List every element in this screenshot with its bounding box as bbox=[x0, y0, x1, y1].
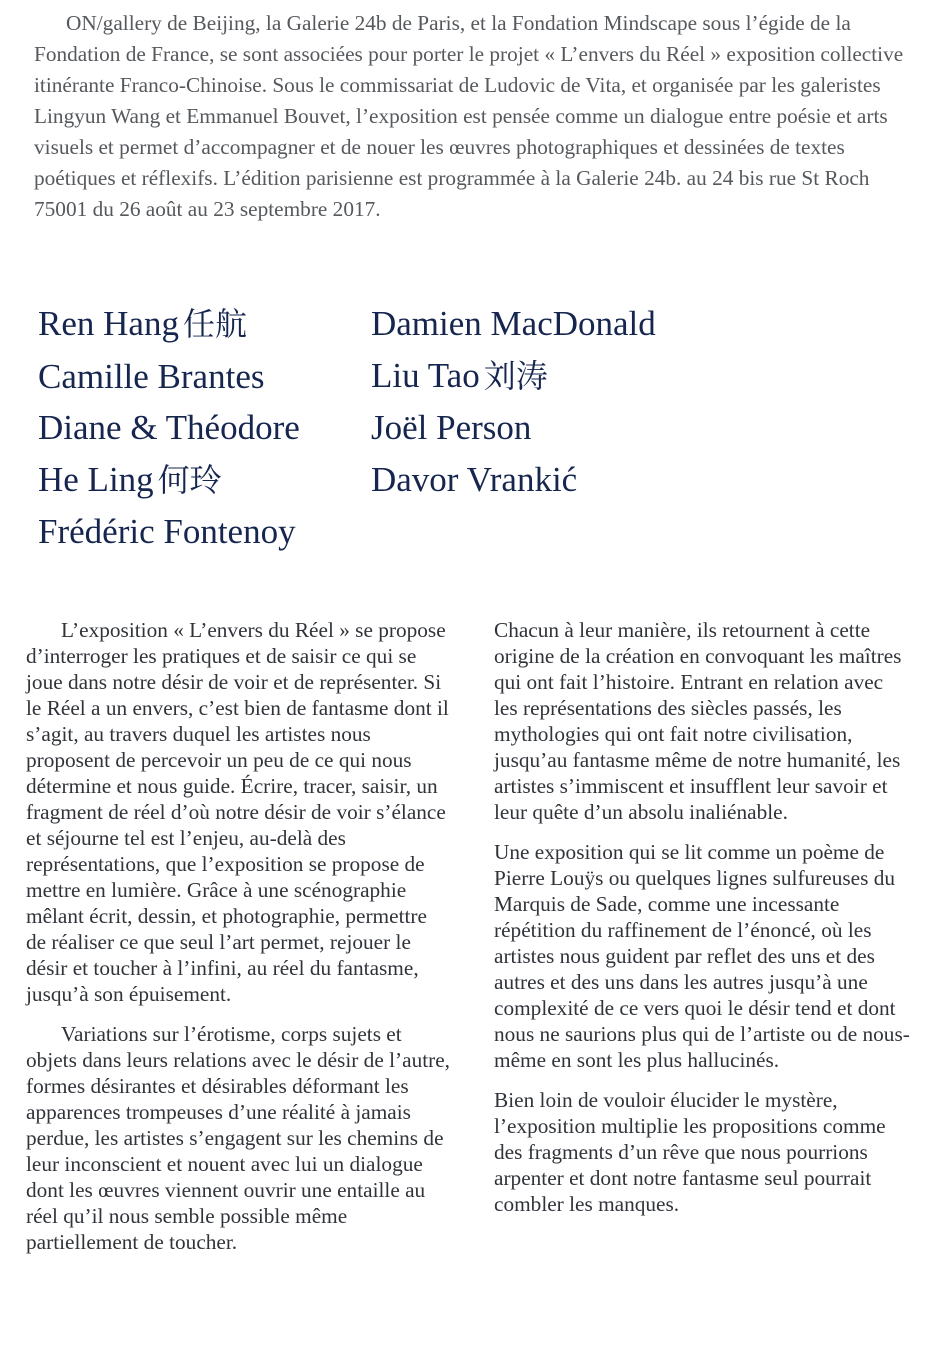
body-paragraph: Bien loin de vouloir élucider le mystère, l’exposition multiplie les propositions comme des fragments d’un rêve que nous pourrions arpenter et dont notre fantasme seul pourrait combler les manques. bbox=[494, 1088, 886, 1216]
artist-name bbox=[371, 454, 656, 506]
artist-latin-name: Ren Hang bbox=[38, 304, 179, 343]
artist-name bbox=[371, 298, 656, 350]
artist-latin-name: He Ling bbox=[38, 459, 154, 499]
body-paragraph: L’exposition « L’envers du Réel » se propose d’interroger les pratiques et de saisir ce qui se joue dans notre désir de voir et de représenter. Si le Réel a un envers, c’est bien de fantasme dont il s’agit, au travers duquel les artistes nous proposent de percevoir un peu de ce qui nous détermine et nous guide. Écrire, tracer, saisir, un fragment de réel d’où notre désir de voir s’élance et séjourne tel est l’enjeu, au-delà des représentations, que l’exposition se propose de mettre en lumière. Grâce à une scénographie mêlant écrit, dessin, et photographie, permettre de réaliser ce que seul l’art permet, rejouer le désir et toucher à l’infini, au réel du fantasme, jusqu’à son épuisement. bbox=[26, 618, 449, 1006]
body-paragraph: Variations sur l’érotisme, corps sujets et objets dans leurs relations avec le désir de l’autre, formes désirantes et désirables déformant les apparences trompeuses d’une réalité à jamais perdue, les artistes s’engagent sur les chemins de leur inconscient et nouent avec lui un dialogue dont les œuvres viennent ouvrir une entaille au réel qu’il nous semble possible même partiellement de toucher. bbox=[26, 1022, 451, 1254]
artist-name bbox=[371, 350, 656, 403]
intro-paragraph: ON/gallery de Beijing, la Galerie 24b de Paris, et la Fondation Mindscape sous l’égide de la Fondation de France, se sont associées pour porter le projet « L’envers du Réel » exposition collective itinérante Franco-Chinoise. Sous le commissariat de Ludovic de Vita, et organisée par les galeristes Lingyun Wang et Emmanuel Bouvet, l’exposition est pensée comme un dialogue entre poésie et arts visuels et permet d’accompagner et de nouer les œuvres photographiques et dessinées de textes poétiques et réflexifs. L’édition parisienne est programmée à la Galerie 24b. au 24 bis rue St Roch 75001 du 26 août au 23 septembre 2017. bbox=[34, 11, 904, 221]
text-column-right bbox=[494, 617, 912, 1217]
artist-name bbox=[371, 402, 656, 454]
artist-latin-name: Liu Tao bbox=[371, 355, 480, 395]
body-paragraph: Une exposition qui se lit comme un poème de Pierre Louÿs ou quelques lignes sulfureuses du Marquis de Sade, comme une incessante répétition du raffinement de l’énoncé, où les artistes nous guident par reflet des uns et des autres et des uns dans les autres jusqu’à une complexité de ce vers quoi le désir tend et dont nous ne saurions plus qui de l’artiste ou de nous-même en sont les plus hallucinés. bbox=[494, 840, 910, 1072]
text-column-left bbox=[26, 617, 452, 1255]
artist-latin-name: Davor Vrankić bbox=[371, 459, 578, 499]
artist-name bbox=[38, 454, 300, 507]
artist-name bbox=[38, 351, 300, 403]
artist-chinese-name: 任航 bbox=[182, 305, 247, 343]
artist-column-left bbox=[38, 298, 300, 558]
artist-column-right bbox=[371, 298, 656, 505]
artist-latin-name: Camille Brantes bbox=[38, 356, 265, 396]
artist-name bbox=[38, 298, 300, 351]
artist-latin-name: Diane & Théodore bbox=[38, 408, 300, 448]
artist-name bbox=[38, 402, 300, 454]
body-paragraph: Chacun à leur manière, ils retournent à cette origine de la création en convoquant les maîtres qui ont fait l’histoire. Entrant en relation avec les représentations des siècles passés, les mythologies qui ont fait notre civilisation, jusqu’au fantasme même de notre humanité, les artistes s’immiscent et insufflent leur savoir et leur quête d’un absolu inaliénable. bbox=[494, 618, 902, 824]
artist-chinese-name: 刘涛 bbox=[483, 356, 548, 395]
artist-chinese-name: 何玲 bbox=[157, 460, 222, 499]
artist-latin-name: Joël Person bbox=[371, 408, 532, 448]
artist-latin-name: Damien MacDonald bbox=[371, 304, 656, 343]
artist-name bbox=[38, 506, 300, 558]
artist-latin-name: Frédéric Fontenoy bbox=[38, 512, 296, 552]
